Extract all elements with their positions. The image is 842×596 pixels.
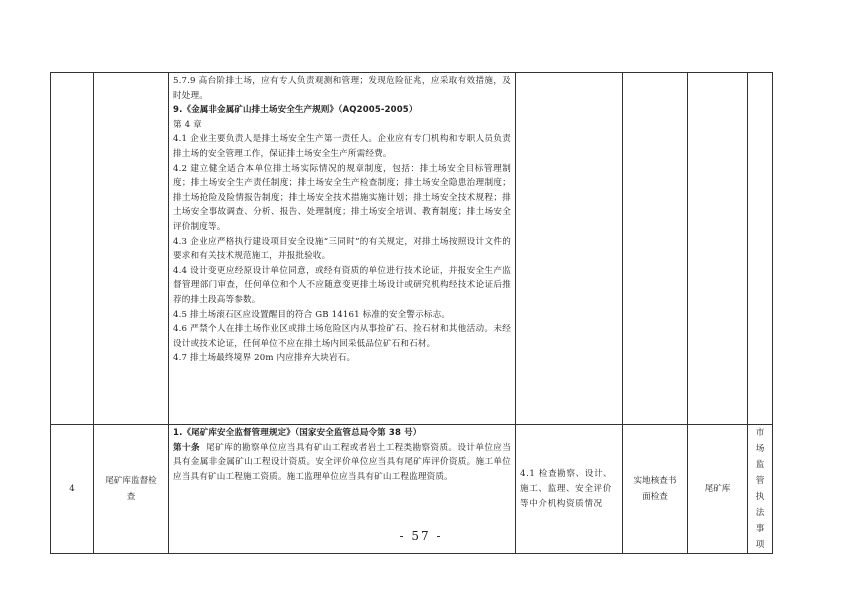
- law-title: 1.《尾矿库安全监督管理规定》（国家安全监管总局令第 38 号）: [173, 428, 422, 438]
- matter-category: 市场监管执法事项: [748, 425, 773, 554]
- item-name: 尾矿库监督检查: [94, 425, 169, 554]
- category-cell: [748, 73, 773, 425]
- law-paragraph: 5.7.9 高台阶排土场，应有专人负责观测和管理；发现危险征兆，应采取有效措施，及时处理。: [173, 76, 511, 101]
- table-row: [51, 73, 773, 425]
- article-label: 第十条: [173, 442, 200, 453]
- article-text: 尾矿库的勘察单位应当具有矿山工程或者岩土工程类勘察资质。设计单位应当具有金属非金属矿山工程设计资质。安全评价单位应当具有尾矿库评价资质。施工单位应当具有矿山工程施工资质。施工监理单位应当具有矿山工程监理资质。: [173, 442, 512, 482]
- method-cell: [623, 73, 688, 425]
- item-number: 4: [51, 425, 94, 554]
- check-object: 尾矿库: [688, 425, 748, 554]
- law-paragraph: 4.5 排土场滚石区应设置醒目的符合 GB 14161 标准的安全警示标志。: [173, 309, 451, 320]
- legal-basis-cell: [169, 73, 516, 425]
- law-article: [173, 441, 511, 485]
- check-item: 4.1 检查勘察、设计、施工、监理、安全评价等中介机构资质情况: [516, 425, 623, 554]
- number-cell: [51, 73, 94, 425]
- object-cell: [688, 73, 748, 425]
- item-name-cell: [94, 73, 169, 425]
- law-paragraph: 4.3 企业应严格执行建设项目安全设施“三同时”的有关规定，对排土场按照设计文件的要求和有关技术规范施工，并报批验收。: [173, 236, 511, 262]
- law-paragraph: 4.1 企业主要负责人是排土场安全生产第一责任人。企业应有专门机构和专职人员负责排土场的安全管理工作，保证排土场安全生产所需经费。: [173, 134, 511, 159]
- page-number: - 57 -: [399, 529, 443, 543]
- law-paragraph: 4.7 排土场最终境界 20m 内应排弃大块岩石。: [173, 353, 356, 364]
- law-paragraph: 第 4 章: [173, 119, 202, 130]
- law-paragraph: 4.2 建立健全适合本单位排土场实际情况的规章制度，包括：排土场安全目标管理制度；排土场安全生产责任制度；排土场安全生产检查制度；排土场安全隐患治理制度；排土场抢险及险情报告制度；排土场安全技术措施实施计划；排土场安全技术规程；排土场安全事故调查、分析、报告、处理制度；排土场安全培训、教育制度；排土场安全评价制度等。: [173, 163, 511, 232]
- check-method: 实地核查书面检查: [623, 425, 688, 554]
- inspection-table: [50, 72, 773, 554]
- law-paragraph: 4.4 设计变更应经原设计单位同意，或经有资质的单位进行技术论证，并报安全生产监督管理部门审查，任何单位和个人不应随意变更排土场设计或研究机构经技术论证后推荐的排土段高等参数。: [173, 265, 511, 305]
- law-title: 9.《金属非金属矿山排土场安全生产规则》（AQ2005-2005）: [173, 105, 418, 116]
- law-paragraph: 4.6 严禁个人在排土场作业区或排土场危险区内从事捡矿石、捡石材和其他活动。未经设计或技术论证，任何单位不应在排土场内回采低品位矿石和石材。: [173, 324, 511, 349]
- check-item-cell: [516, 73, 623, 425]
